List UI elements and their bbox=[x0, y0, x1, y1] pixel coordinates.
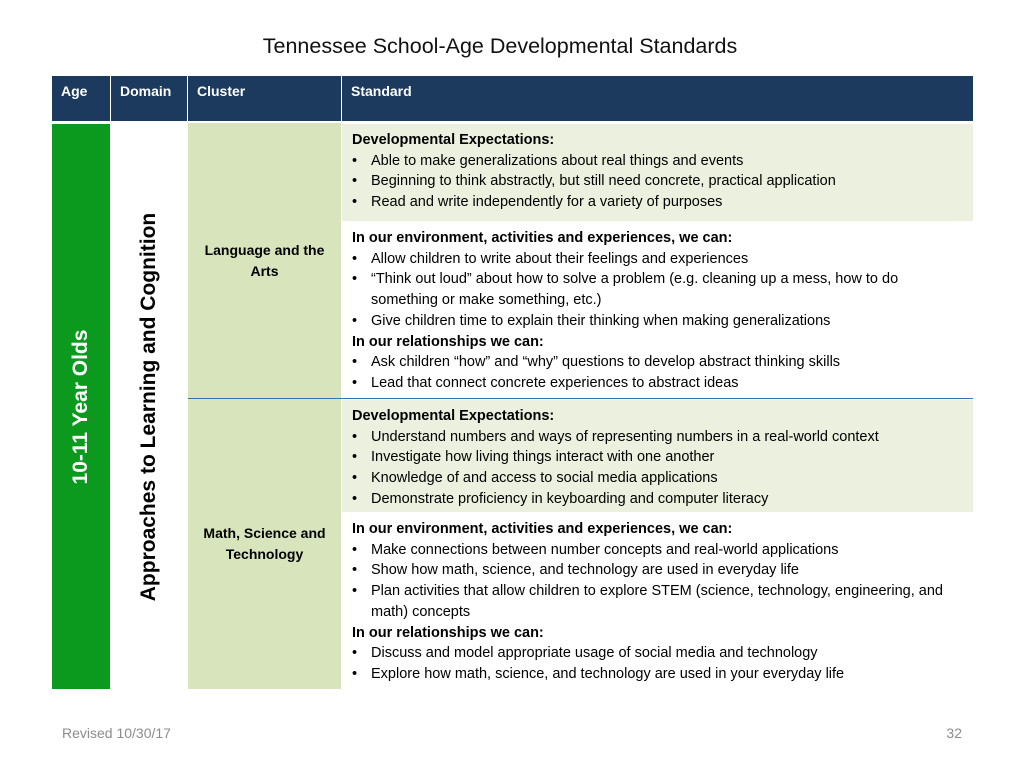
standard-strategies-math bbox=[342, 513, 973, 689]
domain-label: Approaches to Learning and Cognition bbox=[137, 212, 160, 601]
bullet-icon: • bbox=[352, 645, 358, 662]
list-item: • “Think out loud” about how to solve a problem (e.g. cleaning up a mess, how to do something or make something, etc.) bbox=[352, 271, 899, 309]
bullet-icon: • bbox=[352, 194, 358, 211]
cluster-language-arts bbox=[188, 123, 341, 398]
list-item: • Read and write independently for a variety of purposes bbox=[352, 192, 963, 213]
bullet-icon: • bbox=[352, 173, 358, 190]
list-item: • Demonstrate proficiency in keyboarding and computer literacy bbox=[352, 489, 963, 510]
bullet-icon: • bbox=[352, 470, 358, 487]
page-title: Tennessee School-Age Developmental Standards bbox=[262, 34, 738, 58]
bullet-icon: • bbox=[352, 490, 358, 507]
environment-heading: In our environment, activities and experiences, we can: bbox=[352, 521, 733, 537]
domain-cell bbox=[111, 124, 187, 689]
list-item: • Discuss and model appropriate usage of social media and technology bbox=[352, 643, 963, 664]
environment-list bbox=[352, 540, 963, 623]
list-item: • Beginning to think abstractly, but still need concrete, practical application bbox=[352, 171, 963, 192]
list-item: • Knowledge of and access to social media applications bbox=[352, 468, 963, 489]
age-cell bbox=[52, 124, 110, 689]
header-standard: Standard bbox=[342, 76, 973, 121]
page-number: 32 bbox=[946, 725, 962, 741]
bullet-icon: • bbox=[352, 562, 358, 579]
list-item: • Make connections between number concepts and real-world applications bbox=[352, 540, 963, 561]
list-item: • Investigate how living things interact with one another bbox=[352, 447, 963, 468]
bullet-icon: • bbox=[352, 271, 358, 288]
list-item: • Plan activities that allow children to explore STEM (science, technology, engineering, and math) concepts bbox=[352, 583, 943, 620]
relationships-heading: In our relationships we can: bbox=[352, 333, 544, 350]
expectations-heading: Developmental Expectations: bbox=[352, 132, 555, 148]
list-item: • Ask children “how” and “why” questions to develop abstract thinking skills bbox=[352, 352, 963, 373]
relationships-list bbox=[352, 352, 963, 393]
header-age: Age bbox=[52, 76, 110, 121]
bullet-icon: • bbox=[352, 152, 358, 169]
bullet-icon: • bbox=[352, 354, 358, 371]
bullet-icon: • bbox=[352, 665, 358, 682]
cluster-divider bbox=[188, 398, 973, 399]
cluster-math-science-technology bbox=[188, 399, 341, 689]
bullet-icon: • bbox=[352, 250, 358, 267]
standard-expectations-math bbox=[342, 400, 973, 512]
bullet-icon: • bbox=[352, 428, 358, 445]
bullet-icon: • bbox=[352, 541, 358, 558]
bullet-icon: • bbox=[352, 449, 358, 466]
list-item: • Understand numbers and ways of representing numbers in a real-world context bbox=[352, 427, 963, 448]
cluster-label: Math, Science and Technology bbox=[203, 525, 326, 562]
revised-date: Revised 10/30/17 bbox=[62, 725, 171, 741]
list-item: • Show how math, science, and technology are used in everyday life bbox=[352, 560, 963, 581]
expectations-list bbox=[352, 151, 963, 213]
expectations-heading: Developmental Expectations: bbox=[352, 408, 555, 424]
standard-strategies-language bbox=[342, 222, 973, 398]
bullet-icon: • bbox=[352, 312, 358, 329]
relationships-list bbox=[352, 643, 963, 684]
environment-heading: In our environment, activities and experiences, we can: bbox=[352, 230, 733, 246]
list-item: • Explore how math, science, and technology are used in your everyday life bbox=[352, 664, 963, 685]
bullet-icon: • bbox=[352, 374, 358, 391]
list-item: • Allow children to write about their feelings and experiences bbox=[352, 249, 963, 270]
bullet-icon: • bbox=[352, 583, 358, 600]
list-item: • Able to make generalizations about real things and events bbox=[352, 151, 963, 172]
age-label: 10-11 Year Olds bbox=[69, 329, 92, 484]
header-cluster: Cluster bbox=[188, 76, 341, 121]
header-domain: Domain bbox=[111, 76, 187, 121]
relationships-heading: In our relationships we can: bbox=[352, 624, 544, 641]
expectations-list bbox=[352, 427, 963, 510]
standard-expectations-language bbox=[342, 124, 973, 221]
list-item: • Lead that connect concrete experiences to abstract ideas bbox=[352, 373, 963, 394]
environment-list bbox=[352, 249, 963, 332]
list-item: • Give children time to explain their thinking when making generalizations bbox=[352, 311, 963, 332]
cluster-label: Language and the Arts bbox=[204, 241, 325, 279]
